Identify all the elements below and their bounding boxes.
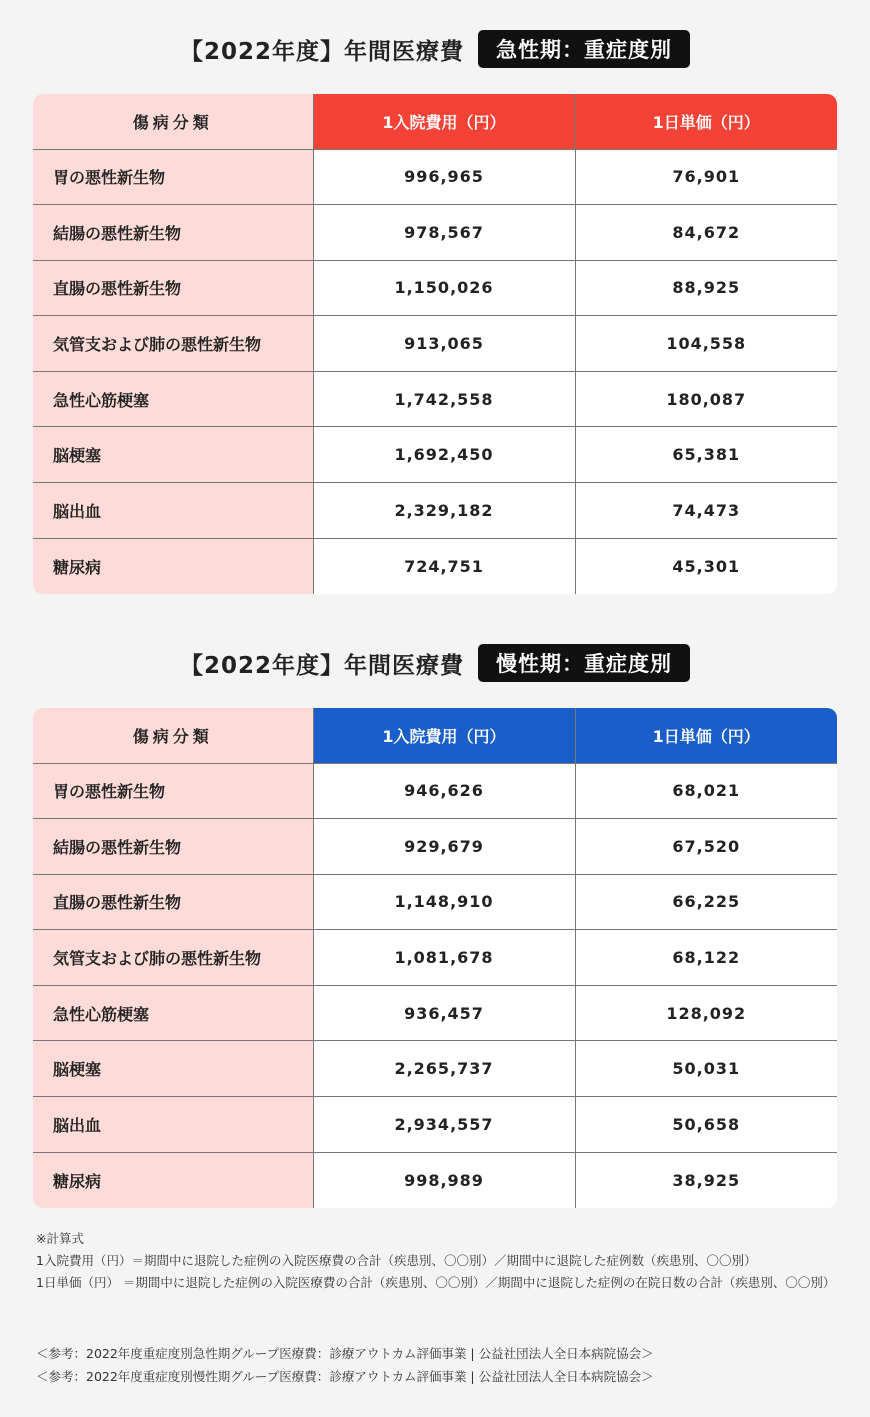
disease-cell: 気管支および肺の悪性新生物 xyxy=(33,930,313,986)
reference-line: ＜参考：2022年度重症度別急性期グループ医療費：診療アウトカム評価事業 | 公益社団法人全日本病院協会＞ xyxy=(36,1346,654,1361)
title-badge: 急性期：重症度別 xyxy=(478,30,690,68)
value-cell: 2,265,737 xyxy=(313,1041,575,1097)
table-row xyxy=(33,427,837,483)
table-row xyxy=(33,149,837,205)
formula-notes xyxy=(36,1228,836,1294)
table-row xyxy=(33,205,837,261)
column-header: 傷病分類 xyxy=(33,708,313,763)
table-row xyxy=(33,371,837,427)
value-cell: 68,122 xyxy=(575,930,837,986)
value-cell: 913,065 xyxy=(313,316,575,372)
disease-cell: 脳梗塞 xyxy=(33,427,313,483)
disease-cell: 気管支および肺の悪性新生物 xyxy=(33,316,313,372)
table-row xyxy=(33,930,837,986)
chronic-title xyxy=(0,643,870,683)
value-cell: 38,925 xyxy=(575,1152,837,1208)
reference-line: ＜参考：2022年度重症度別慢性期グループ医療費：診療アウトカム評価事業 | 公益社団法人全日本病院協会＞ xyxy=(36,1369,654,1384)
column-header: 傷病分類 xyxy=(33,94,313,149)
value-cell: 74,473 xyxy=(575,483,837,539)
column-header: 1日単価（円） xyxy=(575,94,837,149)
table-row xyxy=(33,1041,837,1097)
disease-cell: 脳出血 xyxy=(33,1097,313,1153)
value-cell: 2,934,557 xyxy=(313,1097,575,1153)
title-text: 【2022年度】年間医療費 xyxy=(179,652,464,679)
value-cell: 1,150,026 xyxy=(313,260,575,316)
value-cell: 946,626 xyxy=(313,763,575,819)
disease-cell: 結腸の悪性新生物 xyxy=(33,205,313,261)
column-header: 1入院費用（円） xyxy=(313,94,575,149)
column-header: 1日単価（円） xyxy=(575,708,837,763)
acute-cost-table xyxy=(33,94,837,594)
value-cell: 66,225 xyxy=(575,874,837,930)
value-cell: 1,742,558 xyxy=(313,371,575,427)
disease-cell: 脳梗塞 xyxy=(33,1041,313,1097)
table-row xyxy=(33,819,837,875)
table-row xyxy=(33,1152,837,1208)
table-row xyxy=(33,260,837,316)
disease-cell: 糖尿病 xyxy=(33,1152,313,1208)
title-badge: 慢性期：重症度別 xyxy=(478,644,690,682)
disease-cell: 結腸の悪性新生物 xyxy=(33,819,313,875)
value-cell: 88,925 xyxy=(575,260,837,316)
note-line: 1日単価（円） ＝期間中に退院した症例の入院医療費の合計（疾患別、〇〇別）／期間中に退院した症例の在院日数の合計（疾患別、〇〇別） xyxy=(36,1275,836,1290)
chronic-cost-table xyxy=(33,708,837,1208)
references xyxy=(36,1342,654,1388)
note-heading: ※計算式 xyxy=(36,1231,84,1246)
value-cell: 76,901 xyxy=(575,149,837,205)
value-cell: 978,567 xyxy=(313,205,575,261)
value-cell: 724,751 xyxy=(313,538,575,594)
value-cell: 2,329,182 xyxy=(313,483,575,539)
value-cell: 1,148,910 xyxy=(313,874,575,930)
value-cell: 929,679 xyxy=(313,819,575,875)
value-cell: 45,301 xyxy=(575,538,837,594)
value-cell: 998,989 xyxy=(313,1152,575,1208)
note-line: 1入院費用（円）＝期間中に退院した症例の入院医療費の合計（疾患別、〇〇別）／期間中に退院した症例数（疾患別、〇〇別） xyxy=(36,1253,757,1268)
value-cell: 936,457 xyxy=(313,985,575,1041)
table-row xyxy=(33,985,837,1041)
disease-cell: 急性心筋梗塞 xyxy=(33,985,313,1041)
table-row xyxy=(33,874,837,930)
value-cell: 104,558 xyxy=(575,316,837,372)
table-row xyxy=(33,1097,837,1153)
value-cell: 128,092 xyxy=(575,985,837,1041)
value-cell: 67,520 xyxy=(575,819,837,875)
disease-cell: 胃の悪性新生物 xyxy=(33,149,313,205)
value-cell: 1,692,450 xyxy=(313,427,575,483)
acute-title xyxy=(0,29,870,69)
disease-cell: 胃の悪性新生物 xyxy=(33,763,313,819)
value-cell: 1,081,678 xyxy=(313,930,575,986)
column-header: 1入院費用（円） xyxy=(313,708,575,763)
disease-cell: 直腸の悪性新生物 xyxy=(33,260,313,316)
value-cell: 50,658 xyxy=(575,1097,837,1153)
value-cell: 180,087 xyxy=(575,371,837,427)
disease-cell: 脳出血 xyxy=(33,483,313,539)
table-row xyxy=(33,483,837,539)
table-row xyxy=(33,316,837,372)
value-cell: 996,965 xyxy=(313,149,575,205)
table-row xyxy=(33,538,837,594)
disease-cell: 急性心筋梗塞 xyxy=(33,371,313,427)
header-row xyxy=(33,708,837,763)
title-text: 【2022年度】年間医療費 xyxy=(179,38,464,65)
disease-cell: 糖尿病 xyxy=(33,538,313,594)
value-cell: 65,381 xyxy=(575,427,837,483)
value-cell: 84,672 xyxy=(575,205,837,261)
disease-cell: 直腸の悪性新生物 xyxy=(33,874,313,930)
value-cell: 50,031 xyxy=(575,1041,837,1097)
header-row xyxy=(33,94,837,149)
table-row xyxy=(33,763,837,819)
value-cell: 68,021 xyxy=(575,763,837,819)
